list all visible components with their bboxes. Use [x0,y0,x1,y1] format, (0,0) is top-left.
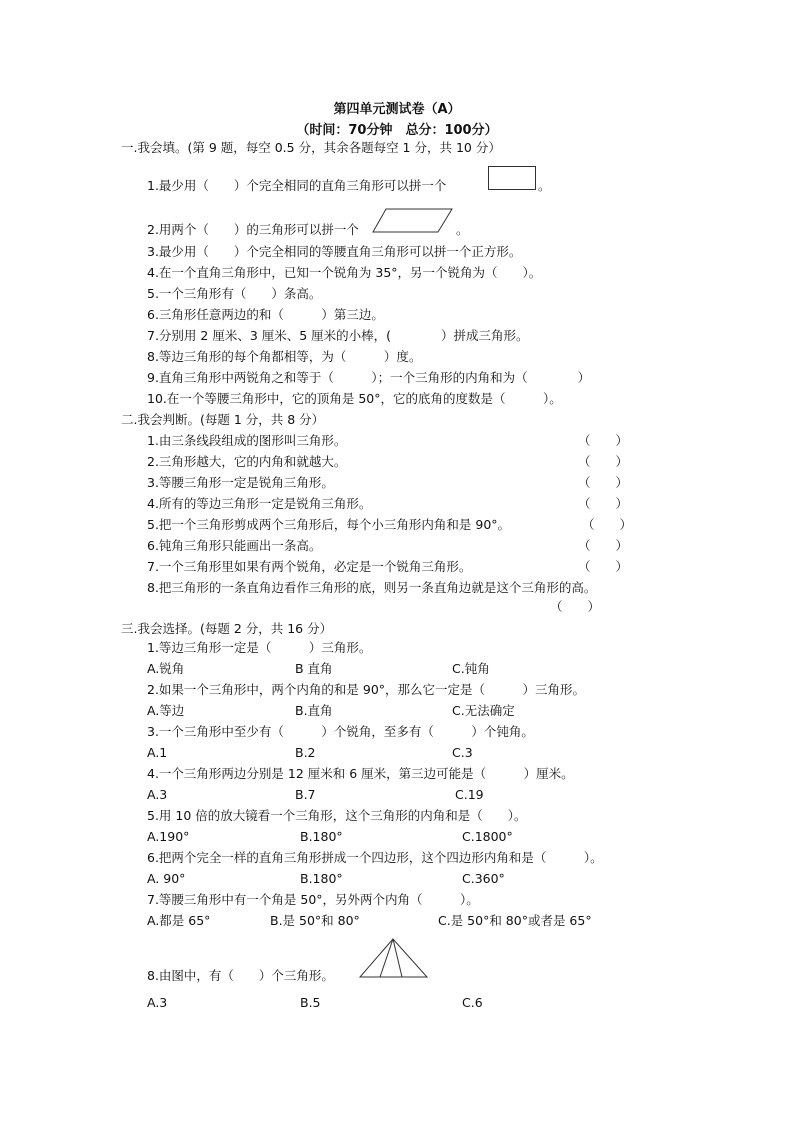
choice-q2-option-c: C.无法确定 [452,703,515,718]
fill-q1-end: 。 [538,178,551,193]
choice-q1-option-a: A.锐角 [147,661,185,676]
fill-q6: 6.三角形任意两边的和（ ）第三边。 [147,307,384,322]
choice-q6-option-b: B.180° [300,871,343,886]
judge-answer-2: （ ） [578,454,629,469]
fill-q8: 8.等边三角形的每个角都相等，为（ ）度。 [147,349,422,364]
choice-q2-option-b: B.直角 [295,703,333,718]
choice-q1: 1.等边三角形一定是（ ）三角形。 [147,640,372,655]
choice-q2: 2.如果一个三角形中，两个内角的和是 90°，那么它一定是（ ）三角形。 [147,682,586,697]
choice-q3: 3.一个三角形中至少有（ ）个锐角，至多有（ ）个钝角。 [147,724,534,739]
fill-q1: 1.最少用（ ）个完全相同的直角三角形可以拼一个 [147,178,447,193]
choice-q8-option-b: B.5 [300,995,321,1010]
fill-q9: 9.直角三角形中两锐角之和等于（ ）；一个三角形的内角和为（ ） [147,370,591,385]
judge-answer-1: （ ） [578,433,629,448]
choice-q7: 7.等腰三角形中有一个角是 50°，另外两个内角（ ）。 [147,892,479,907]
choice-q8-option-c: C.6 [462,995,483,1010]
choice-q4-option-c: C.19 [455,787,484,802]
section3-heading: 三.我会选择。(每题 2 分，共 16 分） [121,621,333,636]
section2-heading: 二.我会判断。(每题 1 分，共 8 分） [121,412,325,427]
page-subtitle: （时间：70分钟 总分：100分） [296,123,498,138]
choice-q5: 5.用 10 倍的放大镜看一个三角形，这个三角形的内角和是（ ）。 [147,808,527,823]
fill-q10: 10.在一个等腰三角形中，它的顶角是 50°，它的底角的度数是（ ）。 [147,391,562,406]
judge-item-5: 5.把一个三角形剪成两个三角形后，每个小三角形内角和是 90°。 [147,517,511,532]
judge-item-6: 6.钝角三角形只能画出一条高。 [147,538,322,553]
judge-item-1: 1.由三条线段组成的图形叫三角形。 [147,433,347,448]
page-title: 第四单元测试卷（A） [333,102,461,117]
choice-q1-option-b: B 直角 [295,661,333,676]
choice-q3-option-b: B.2 [295,745,316,760]
choice-q4-option-b: B.7 [295,787,316,802]
judge-answer-5: （ ） [582,517,633,532]
parallelogram-figure [372,208,454,234]
judge-answer-8: （ ） [550,599,601,614]
choice-q3-option-a: A.1 [147,745,168,760]
fill-q3: 3.最少用（ ）个完全相同的等腰直角三角形可以拼一个正方形。 [147,244,522,259]
judge-item-2: 2.三角形越大，它的内角和就越大。 [147,454,347,469]
choice-q6-option-c: C.360° [462,871,505,886]
fill-q4: 4.在一个直角三角形中，已知一个锐角为 35°，另一个锐角为（ ）。 [147,265,542,280]
choice-q7-option-c: C.是 50°和 80°或者是 65° [438,913,592,928]
choice-q6: 6.把两个完全一样的直角三角形拼成一个四边形，这个四边形内角和是（ ）。 [147,850,603,865]
judge-answer-7: （ ） [578,559,629,574]
fill-q7: 7.分别用 2 厘米、3 厘米、5 厘米的小棒，( ）拼成三角形。 [147,328,529,343]
choice-q5-option-c: C.1800° [462,829,513,844]
fill-q2-end: 。 [456,222,469,237]
fill-q5: 5.一个三角形有（ ）条高。 [147,286,322,301]
choice-q4-option-a: A.3 [147,787,168,802]
choice-q5-option-b: B.180° [300,829,343,844]
judge-item-8: 8.把三角形的一条直角边看作三角形的底，则另一条直角边就是这个三角形的高。 [147,580,597,595]
choice-q6-option-a: A. 90° [147,871,186,886]
choice-q8: 8.由图中，有（ ）个三角形。 [147,968,334,983]
rectangle-figure [488,166,538,192]
judge-answer-6: （ ） [578,538,629,553]
choice-q5-option-a: A.190° [147,829,190,844]
fill-q2: 2.用两个（ ）的三角形可以拼一个 [147,222,359,237]
choice-q2-option-a: A.等边 [147,703,185,718]
judge-answer-3: （ ） [578,475,629,490]
judge-item-4: 4.所有的等边三角形一定是锐角三角形。 [147,496,372,511]
triangle-figure [358,938,430,980]
choice-q7-option-b: B.是 50°和 80° [270,913,360,928]
choice-q3-option-c: C.3 [452,745,473,760]
section1-heading: 一.我会填。(第 9 题，每空 0.5 分，其余各题每空 1 分，共 10 分） [121,140,501,155]
judge-item-3: 3.等腰三角形一定是锐角三角形。 [147,475,334,490]
choice-q8-option-a: A.3 [147,995,168,1010]
judge-item-7: 7.一个三角形里如果有两个锐角，必定是一个锐角三角形。 [147,559,472,574]
judge-answer-4: （ ） [578,496,629,511]
choice-q1-option-c: C.钝角 [452,661,490,676]
choice-q4: 4.一个三角形两边分别是 12 厘米和 6 厘米，第三边可能是（ ）厘米。 [147,766,574,781]
choice-q7-option-a: A.都是 65° [147,913,211,928]
